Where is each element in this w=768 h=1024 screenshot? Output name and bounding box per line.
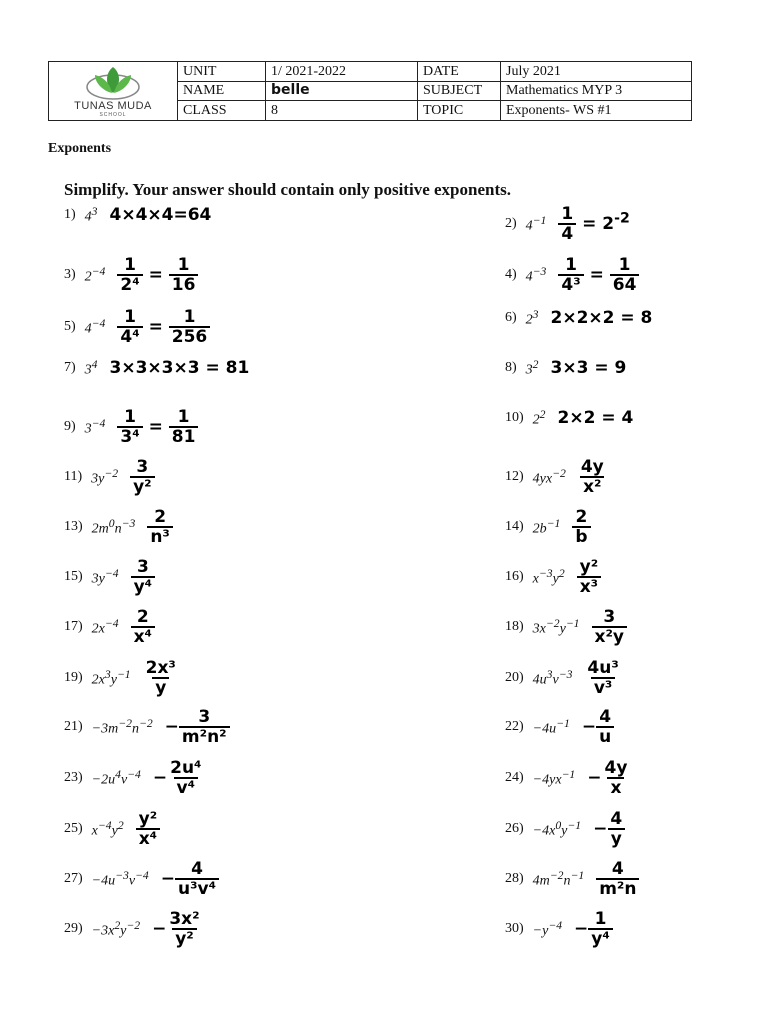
problem-item [64,458,155,496]
problem-number: 11) [64,469,83,484]
problem-number: 15) [64,569,83,584]
answer-fraction: $\frac{\text{4u³}}{\text{v³}}$ [587,658,619,698]
problem-expression: $2x^{-4}$ [91,616,119,637]
problem-number: 17) [64,619,83,634]
problem-number: 4) [505,267,517,282]
problem-item [64,256,198,294]
handwritten-answer: 4×4×4=64 [109,205,212,226]
problem-item [505,358,626,379]
answer-fraction: $\frac{4}{u}$ [596,708,614,746]
problem-number: 26) [505,821,524,836]
problem-number: 24) [505,770,524,785]
handwritten-answer [143,659,179,697]
handwritten-answer: − $\frac{1}{\text{y⁴}}$ [574,910,613,948]
answer-fraction: $\frac{1}{\text{4³}}$ [558,256,583,294]
unit-label: UNIT [178,62,266,82]
handwritten-answer [130,458,155,496]
handwritten-answer: $\frac{1}{\text{3⁴}}$ = $\frac{1}{81}$ [117,408,198,446]
subject-label: SUBJECT [418,81,501,101]
handwritten-answer [592,608,628,646]
answer-fraction: $\frac{\text{3x²}}{\text{y²}}$ [169,909,200,949]
problem-number: 7) [64,360,76,376]
problem-number: 27) [64,871,83,886]
problem-number: 20) [505,670,524,685]
problem-item [64,205,211,226]
problem-number: 13) [64,519,83,534]
problem-expression: $3y^{-2}$ [91,466,119,487]
problem-item [505,205,630,243]
handwritten-answer: 2×2×2 = 8 [550,308,653,329]
problem-item [64,308,210,346]
problem-item [505,810,625,848]
problem-expression: $4^{-3}$ [525,264,547,285]
problem-number: 10) [505,410,524,426]
problem-item [505,659,622,697]
name-value: belle [266,81,418,101]
problem-expression: $3^{-4}$ [84,416,106,437]
problem-number: 30) [505,921,524,936]
leaf-logo-icon [83,65,143,101]
problem-item [505,759,630,797]
answer-fraction: $\frac{4}{\text{u³v⁴}}$ [175,860,219,898]
handwritten-answer: − $\frac{\text{3x²}}{\text{y²}}$ [152,910,203,948]
answer-fraction: $\frac{4y}{\text{x²}}$ [580,457,604,497]
answer-fraction: $\frac{1}{4}$ [558,205,576,243]
problem-item [64,358,249,379]
answer-fraction: $\frac{4}{y}$ [607,810,625,848]
problem-item [505,910,613,948]
date-label: DATE [418,62,501,82]
handwritten-answer [131,608,155,646]
answer-fraction: $\frac{1}{81}$ [169,408,199,446]
answer-fraction: $\frac{1}{\text{2⁴}}$ [117,256,142,294]
problem-expression: $-2u^4v^{-4}$ [91,767,141,788]
handwritten-answer [578,458,607,496]
problem-item [64,558,155,596]
problem-expression: $2b^{-1}$ [532,516,561,537]
handwritten-answer [596,860,639,898]
handwritten-answer: − $\frac{4}{u}$ [582,708,614,746]
problem-number: 23) [64,770,83,785]
problem-item [64,659,179,697]
problem-number: 22) [505,719,524,734]
answer-fraction: $\frac{1}{\text{y⁴}}$ [588,910,613,948]
topic-value: Exponents- WS #1 [501,101,692,121]
problem-number: 18) [505,619,524,634]
problem-expression: $-3x^2y^{-2}$ [91,918,141,939]
school-name: TUNAS MUDA [74,100,152,112]
answer-fraction: $\frac{\text{2x³}}{y}$ [145,658,176,698]
handwritten-answer [577,558,602,596]
problem-number: 28) [505,871,524,886]
problem-number: 19) [64,670,83,685]
answer-fraction: $\frac{3}{\text{x²y}}$ [592,608,628,646]
school-subtitle: SCHOOL [99,112,127,118]
answer-fraction: $\frac{4y}{x}$ [604,758,628,798]
handwritten-answer [584,659,621,697]
problem-expression: $2m^0n^{-3}$ [91,516,136,537]
name-label: NAME [178,81,266,101]
problem-number: 9) [64,419,76,434]
problem-number: 1) [64,207,76,223]
handwritten-answer [572,508,590,546]
problem-item [64,910,203,948]
problem-item [64,608,155,646]
answer-fraction: $\frac{3}{\text{m²n²}}$ [179,708,230,746]
class-label: CLASS [178,101,266,121]
handwritten-answer: 2×2 = 4 [557,408,634,429]
problem-item [505,608,627,646]
subject-value: Mathematics MYP 3 [501,81,692,101]
answer-fraction: $\frac{2}{b}$ [572,508,590,546]
problem-expression: $-4yx^{-1}$ [532,767,576,788]
date-value: July 2021 [501,62,692,82]
problem-number: 16) [505,569,524,584]
problem-expression: $-y^{-4}$ [532,918,563,939]
handwritten-answer: − $\frac{4y}{x}$ [587,759,630,797]
problem-number: 2) [505,216,517,231]
problem-number: 5) [64,319,76,334]
class-value: 8 [266,101,418,121]
unit-value: 1/ 2021-2022 [266,62,418,82]
problem-item [505,308,652,329]
answer-fraction: $\frac{\text{y²}}{\text{x³}}$ [577,558,602,596]
answer-fraction: $\frac{1}{256}$ [169,308,211,346]
page-heading: Exponents [48,141,112,156]
problem-expression: $3y^{-4}$ [91,566,119,587]
problem-item [64,860,219,898]
answer-fraction: $\frac{3}{\text{y²}}$ [130,458,155,496]
problem-number: 21) [64,719,83,734]
problem-expression: $4^3$ [84,205,98,225]
instructions: Simplify. Your answer should contain only positive exponents. [64,180,511,199]
problem-number: 8) [505,360,517,376]
problem-number: 12) [505,469,524,484]
answer-fraction: $\frac{\text{2u⁴}}{\text{v⁴}}$ [170,758,202,798]
problem-item [505,256,639,294]
problem-number: 3) [64,267,76,282]
problem-item [505,558,601,596]
answer-fraction: $\frac{1}{64}$ [610,256,640,294]
handwritten-answer: 3×3 = 9 [550,358,627,379]
handwritten-answer: − $\frac{4}{\text{u³v⁴}}$ [161,860,219,898]
problem-item [505,508,591,546]
problem-number: 6) [505,310,517,326]
problem-expression: $x^{-3}y^2$ [532,566,565,587]
answer-fraction: $\frac{3}{\text{y⁴}}$ [131,558,156,596]
problem-item [64,810,160,848]
problem-item [505,408,633,429]
problem-item [64,508,173,546]
handwritten-answer [131,558,156,596]
problem-expression: $x^{-4}y^2$ [91,818,124,839]
handwritten-answer: $\frac{1}{\text{2⁴}}$ = $\frac{1}{16}$ [117,256,198,294]
problem-expression: $-4u^{-1}$ [532,716,570,737]
header-table [48,61,692,121]
answer-fraction: $\frac{1}{16}$ [169,256,199,294]
problem-number: 25) [64,821,83,836]
handwritten-answer: $\frac{1}{\text{4⁴}}$ = $\frac{1}{256}$ [117,308,210,346]
answer-fraction: $\frac{1}{\text{3⁴}}$ [117,408,142,446]
handwritten-answer: − $\frac{4}{y}$ [593,810,625,848]
problem-item [64,408,198,446]
problem-expression: $4yx^{-2}$ [532,466,566,487]
problem-expression: $4^{-4}$ [84,316,106,337]
problem-expression: $3^4$ [84,358,98,378]
problem-expression: $4u^3v^{-3}$ [532,667,573,688]
handwritten-answer [136,810,161,848]
problem-item [505,458,607,496]
problem-expression: $2x^3y^{-1}$ [91,667,131,688]
topic-label: TOPIC [418,101,501,121]
handwritten-answer: − $\frac{3}{\text{m²n²}}$ [165,708,230,746]
school-logo [49,62,178,121]
handwritten-answer [147,508,173,546]
problem-expression: $2^3$ [525,308,539,328]
problem-expression: $4^{-1}$ [525,213,547,234]
problem-expression: $3^2$ [525,358,539,378]
answer-fraction: $\frac{4}{\text{m²n}}$ [596,860,639,898]
problem-expression: $4m^{-2}n^{-1}$ [532,868,585,889]
problem-expression: $2^2$ [532,408,546,428]
handwritten-answer: 3×3×3×3 = 81 [109,358,250,379]
problem-item [505,860,639,898]
problem-item [64,708,230,746]
answer-fraction: $\frac{2}{\text{n³}}$ [147,508,173,546]
handwritten-answer: $\frac{1}{\text{4³}}$ = $\frac{1}{64}$ [558,256,639,294]
handwritten-answer: − $\frac{\text{2u⁴}}{\text{v⁴}}$ [153,759,205,797]
problem-item [505,708,614,746]
answer-fraction: $\frac{1}{\text{4⁴}}$ [117,308,142,346]
problem-number: 29) [64,921,83,936]
problem-expression: $-3m^{-2}n^{-2}$ [91,716,153,737]
answer-fraction: $\frac{2}{\text{x⁴}}$ [131,608,155,646]
problem-number: 14) [505,519,524,534]
problem-expression: $3x^{-2}y^{-1}$ [532,616,580,637]
problem-item [64,759,205,797]
handwritten-answer: $\frac{1}{4}$ = $2^{-2}$ [558,205,630,243]
problem-expression: $2^{-4}$ [84,264,106,285]
problem-expression: $-4x^0y^{-1}$ [532,818,582,839]
problem-expression: $-4u^{-3}v^{-4}$ [91,868,149,889]
answer-fraction: $\frac{\text{y²}}{\text{x⁴}}$ [136,810,161,848]
